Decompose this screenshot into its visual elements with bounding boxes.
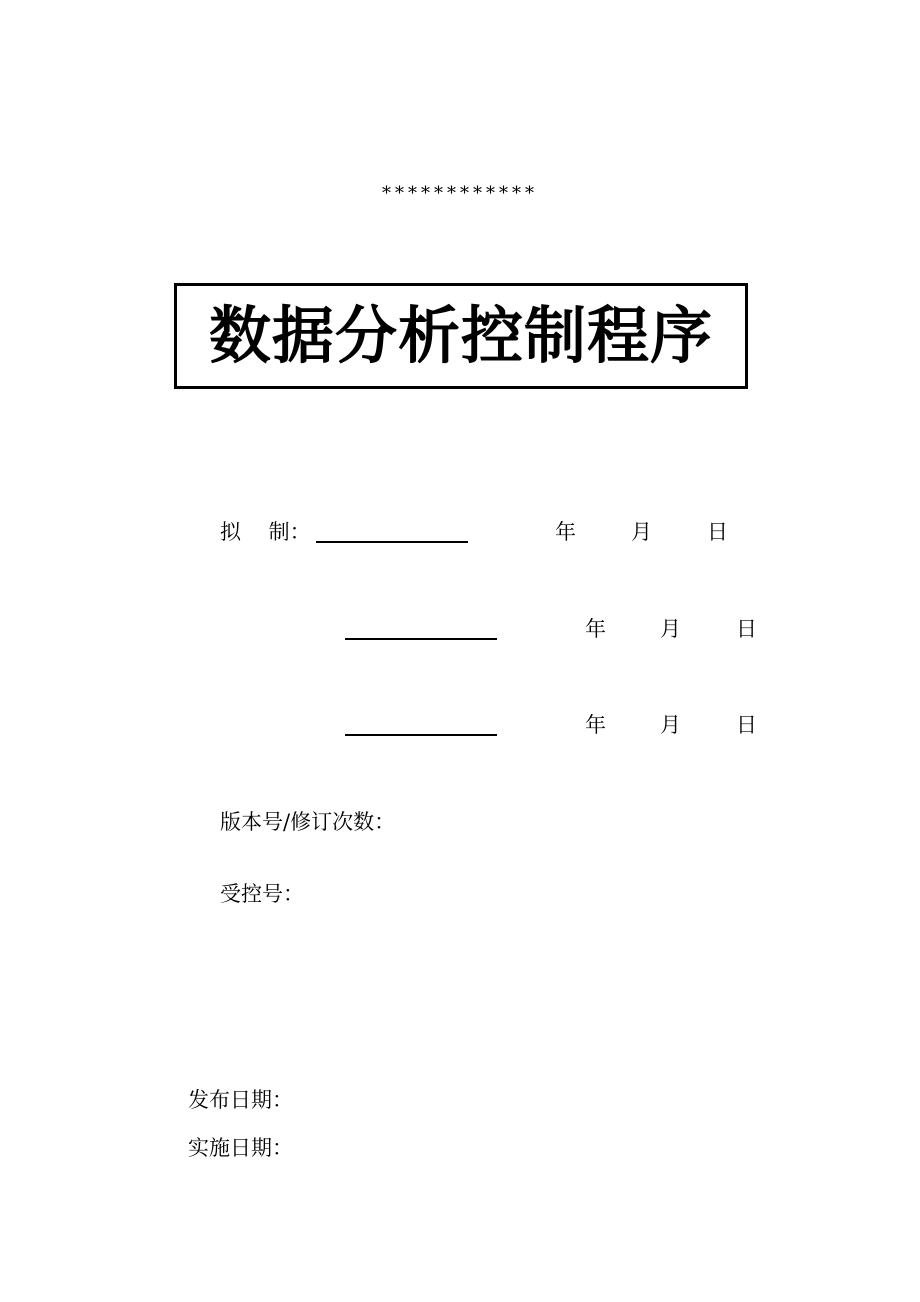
row3-day-label: 日 — [736, 713, 757, 737]
drafted-day-label: 日 — [707, 520, 728, 544]
row3-month-label: 月 — [660, 713, 681, 737]
document-title: 数据分析控制程序 — [208, 299, 713, 372]
release-date-label: 发布日期： — [188, 1088, 293, 1112]
row2-month-label: 月 — [660, 617, 681, 641]
row2-year-label: 年 — [585, 617, 606, 641]
version-revision-label: 版本号/修订次数： — [220, 810, 396, 834]
row2-day-label: 日 — [736, 617, 757, 641]
control-number-label: 受控号： — [220, 882, 304, 906]
effective-date-label: 实施日期： — [188, 1136, 293, 1160]
row3-year-label: 年 — [585, 713, 606, 737]
drafted-signature-line[interactable] — [316, 541, 468, 543]
drafted-label: 拟 制： — [220, 520, 311, 544]
drafted-year-label: 年 — [555, 520, 576, 544]
signature-line-2[interactable] — [345, 638, 497, 640]
company-code-mask: ************ — [382, 183, 538, 204]
drafted-month-label: 月 — [631, 520, 652, 544]
signature-line-3[interactable] — [345, 734, 497, 736]
title-box — [174, 283, 748, 389]
